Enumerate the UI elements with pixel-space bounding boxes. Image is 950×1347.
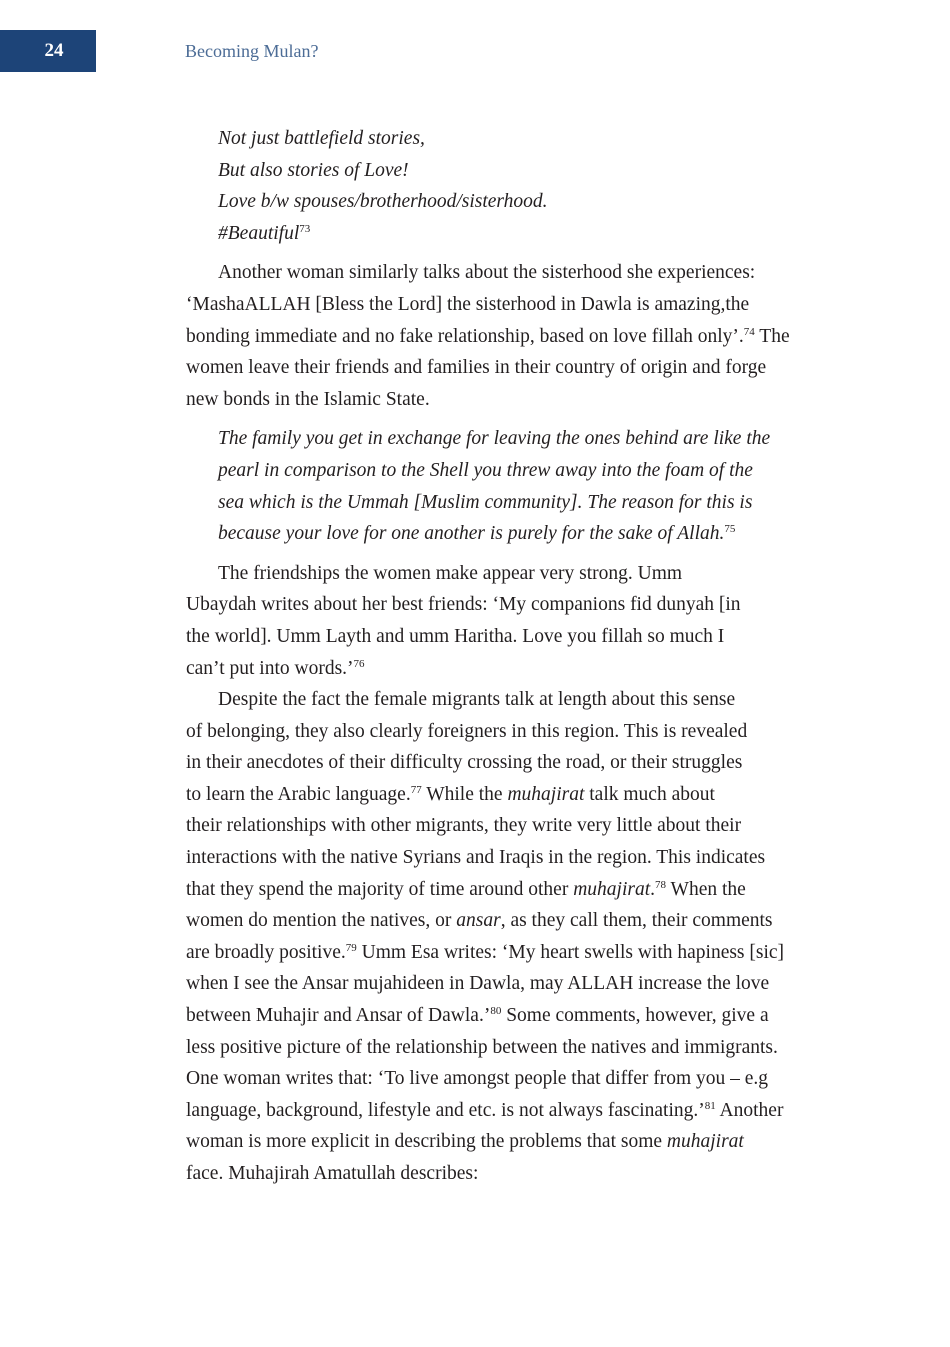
text-span: between Muhajir and Ansar of Dawla.’: [186, 1005, 491, 1027]
text-line: [186, 779, 814, 811]
paragraph-belonging: [186, 684, 814, 1190]
text-span: language, background, lifestyle and etc. is not always fascinating.’: [186, 1099, 705, 1121]
footnote-ref-73[interactable]: 73: [299, 222, 311, 235]
italic-term: muhajirat: [507, 783, 585, 805]
quote-line: pearl in comparison to the Shell you threw away into the foam of the: [218, 459, 753, 481]
footnote-ref-78[interactable]: 78: [655, 878, 667, 891]
text-line: in their anecdotes of their difficulty crossing the road, or their struggles: [186, 752, 743, 774]
text-line: the world]. Umm Layth and umm Haritha. Love you fillah so much I: [186, 625, 725, 647]
text-line: [186, 1095, 814, 1127]
text-line: Despite the fact the female migrants talk at length about this sense: [218, 689, 736, 711]
page-number: 24: [44, 40, 64, 61]
text-span: , as they call them, their comments: [500, 910, 773, 932]
footnote-ref-80[interactable]: 80: [490, 1005, 502, 1018]
quote-line: [218, 518, 784, 550]
text-span: to learn the Arabic language.: [186, 783, 411, 805]
text-line: One woman writes that: ‘To live amongst people that differ from you – e.g: [186, 1068, 769, 1090]
quote-line-text: because your love for one another is purely for the sake of Allah.: [218, 523, 725, 545]
paragraph-friendships: [186, 558, 814, 684]
quote-line: The family you get in exchange for leaving the ones behind are like the: [218, 428, 771, 450]
poem-quote: [218, 123, 814, 249]
text-span: .: [650, 878, 656, 900]
text-line: [186, 874, 814, 906]
poem-line: Love b/w spouses/brotherhood/sisterhood.: [218, 191, 548, 213]
running-title: Becoming Mulan?: [185, 41, 319, 61]
text-line: face. Muhajirah Amatullah describes:: [186, 1163, 479, 1184]
page-number-badge: [0, 30, 96, 72]
poem-line-text: #Beautiful: [218, 222, 300, 244]
text-line: [186, 321, 814, 353]
text-span: talk much about: [584, 783, 715, 805]
italic-term: ansar: [456, 910, 501, 932]
text-line: [186, 1126, 814, 1158]
text-line: [186, 1000, 814, 1032]
text-line: of belonging, they also clearly foreigners in this region. This is revealed: [186, 720, 748, 742]
text-line: when I see the Ansar mujahideen in Dawla, may ALLAH increase the love: [186, 973, 770, 995]
text-line: [186, 905, 814, 937]
text-span: Some comments, however, give a: [501, 1005, 769, 1027]
text-span: woman is more explicit in describing the problems that some: [186, 1131, 667, 1153]
quote-line: sea which is the Ummah [Muslim community]. The reason for this is: [218, 491, 753, 513]
footnote-ref-76[interactable]: 76: [353, 657, 365, 670]
footnote-ref-74[interactable]: 74: [743, 325, 755, 338]
page-body: [186, 123, 814, 1198]
text-span: Umm Esa writes: ‘My heart swells with hapiness [sic]: [356, 941, 785, 963]
text-span: can’t put into words.’: [186, 657, 354, 679]
text-line: Ubaydah writes about her best friends: ‘My companions fid dunyah [in: [186, 594, 741, 616]
text-span: bonding immediate and no fake relationship, based on love fillah only’.: [186, 325, 744, 347]
text-line: women leave their friends and families in their country of origin and forge: [186, 357, 767, 379]
footnote-ref-81[interactable]: 81: [704, 1099, 716, 1112]
italic-term: muhajirat: [666, 1131, 744, 1153]
footnote-ref-77[interactable]: 77: [410, 783, 422, 796]
italic-term: muhajirat: [573, 878, 651, 900]
footnote-ref-75[interactable]: 75: [724, 523, 736, 536]
text-line: less positive picture of the relationship between the natives and immigrants.: [186, 1036, 778, 1058]
poem-line: [218, 218, 814, 250]
text-line: their relationships with other migrants, they write very little about their: [186, 815, 742, 837]
text-line: new bonds in the Islamic State.: [186, 388, 430, 410]
text-line: ‘MashaALLAH [Bless the Lord] the sisterhood in Dawla is amazing,the: [186, 293, 750, 315]
poem-line: But also stories of Love!: [218, 159, 409, 181]
text-line: [186, 653, 814, 685]
text-line: [186, 937, 814, 969]
text-span: Another: [715, 1099, 784, 1121]
text-span: While the: [421, 783, 508, 805]
text-line: interactions with the native Syrians and Iraqis in the region. This indicates: [186, 847, 766, 869]
footnote-ref-79[interactable]: 79: [345, 941, 357, 954]
text-span: women do mention the natives, or: [186, 910, 457, 932]
poem-line: Not just battlefield stories,: [218, 128, 425, 149]
text-span: When the: [666, 878, 746, 900]
text-span: The: [754, 325, 790, 347]
text-span: are broadly positive.: [186, 941, 346, 963]
paragraph-sisterhood: [186, 257, 814, 415]
text-span: that they spend the majority of time around other: [186, 878, 574, 900]
text-line: The friendships the women make appear very strong. Umm: [218, 562, 683, 584]
block-quote: [218, 423, 784, 549]
text-line: Another woman similarly talks about the sisterhood she experiences:: [218, 262, 756, 284]
